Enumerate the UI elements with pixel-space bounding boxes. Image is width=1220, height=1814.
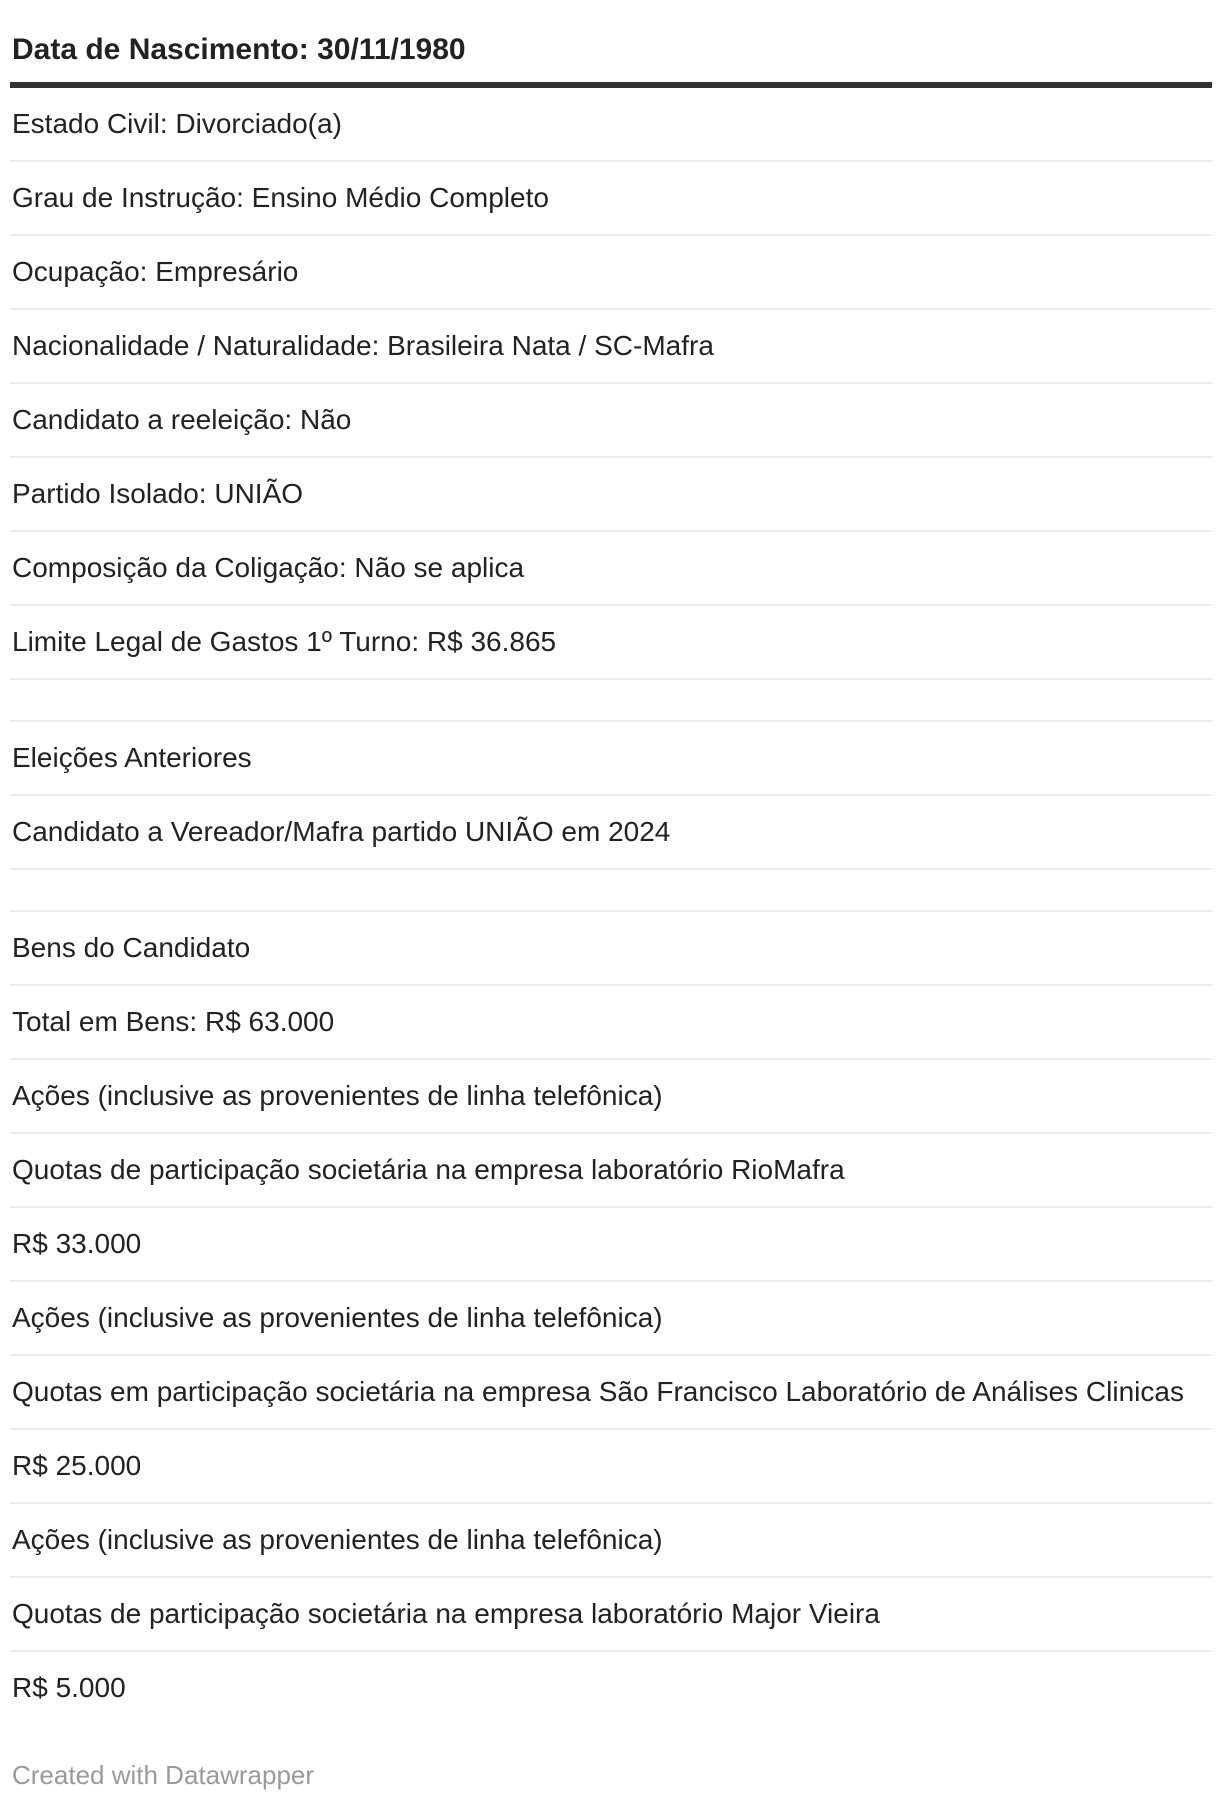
- table-body: [10, 88, 1212, 1724]
- table-row: R$ 25.000: [10, 1430, 1212, 1504]
- table-row: Partido Isolado: UNIÃO: [10, 458, 1212, 532]
- table-row: R$ 5.000: [12, 1672, 126, 1703]
- table-row-spacer: [10, 870, 1212, 912]
- table-row: Total em Bens: R$ 63.000: [10, 986, 1212, 1060]
- table-row-spacer: [10, 680, 1212, 722]
- table-row: Limite Legal de Gastos 1º Turno: R$ 36.865: [10, 606, 1212, 680]
- table-row: Eleições Anteriores: [10, 722, 1212, 796]
- table-row: Candidato a Vereador/Mafra partido UNIÃO em 2024: [10, 796, 1212, 870]
- table-row: Grau de Instrução: Ensino Médio Completo: [10, 162, 1212, 236]
- table-header: Data de Nascimento: 30/11/1980: [10, 0, 1212, 88]
- table-row: Quotas de participação societária na empresa laboratório RioMafra: [10, 1134, 1212, 1208]
- datawrapper-credit-link[interactable]: Created with Datawrapper: [12, 1760, 315, 1790]
- table-row: Estado Civil: Divorciado(a): [10, 88, 1212, 162]
- table-row: Ações (inclusive as provenientes de linha telefônica): [10, 1060, 1212, 1134]
- table-row: Quotas em participação societária na empresa São Francisco Laboratório de Análises Clinicas: [10, 1356, 1212, 1430]
- table-row: Quotas de participação societária na empresa laboratório Major Vieira: [10, 1578, 1212, 1652]
- table-row: Ocupação: Empresário: [10, 236, 1212, 310]
- table-row: Ações (inclusive as provenientes de linha telefônica): [10, 1282, 1212, 1356]
- table-row: Ações (inclusive as provenientes de linha telefônica): [10, 1504, 1212, 1578]
- table-row: Nacionalidade / Naturalidade: Brasileira Nata / SC-Mafra: [10, 310, 1212, 384]
- table-row: R$ 33.000: [10, 1208, 1212, 1282]
- table-row: Bens do Candidato: [10, 912, 1212, 986]
- table-row: Candidato a reeleição: Não: [10, 384, 1212, 458]
- credit-line: [10, 1724, 1212, 1790]
- table-row: Composição da Coligação: Não se aplica: [10, 532, 1212, 606]
